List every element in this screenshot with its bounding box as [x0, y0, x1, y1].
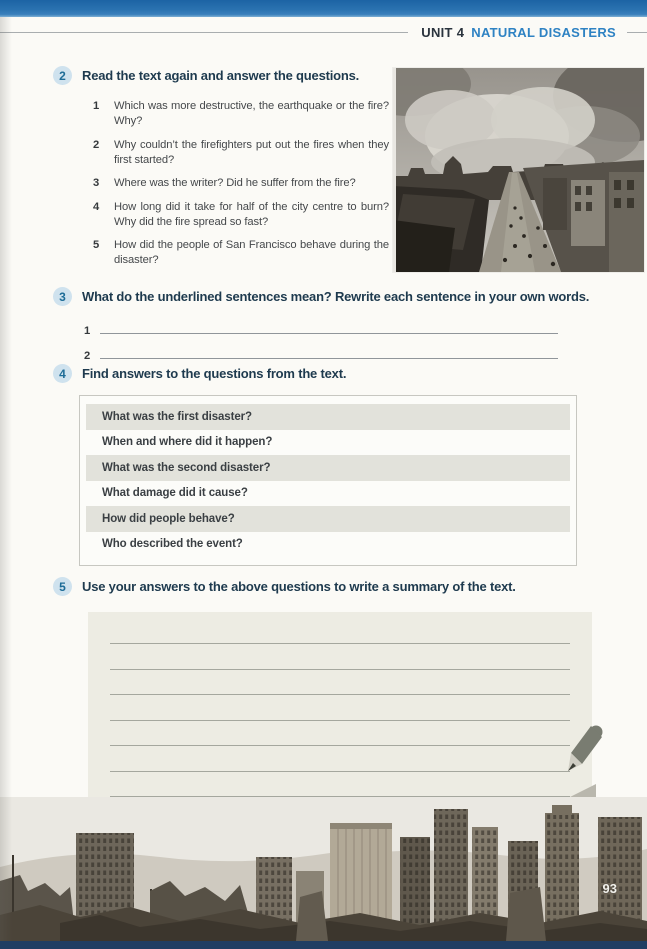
ruled-line	[110, 670, 570, 696]
exercise-5-heading	[53, 577, 647, 596]
unit-header	[0, 24, 647, 40]
rewrite-item	[84, 312, 558, 337]
exercise-number-badge: 3	[53, 287, 72, 306]
ruled-line	[110, 746, 570, 772]
ruled-line	[110, 644, 570, 670]
table-row: When and where did it happen?	[102, 436, 273, 449]
question-item	[93, 238, 389, 268]
question-table	[79, 395, 577, 566]
exercise-title: What do the underlined sentences mean? Rewrite each sentence in your own words.	[82, 289, 590, 304]
exercise-4-section	[0, 364, 647, 566]
question-number: 1	[93, 100, 100, 112]
exercise-number-badge: 2	[53, 66, 72, 85]
question-item	[93, 200, 389, 230]
exercise-4-heading	[53, 364, 647, 383]
writing-box	[88, 612, 592, 799]
table-row: What was the second disaster?	[86, 455, 570, 481]
question-number: 4	[93, 200, 100, 213]
exercise-title: Find answers to the questions from the text.	[82, 366, 347, 381]
exercise-title: Use your answers to the above questions to write a summary of the text.	[82, 579, 516, 594]
rewrite-item	[84, 337, 558, 362]
question-text: Why couldn’t the firefighters put out the fires when they first started?	[114, 138, 389, 166]
pencil-icon	[568, 724, 606, 774]
exercise-3-heading	[53, 287, 647, 306]
exercise-number-badge: 5	[53, 577, 72, 596]
table-row: What was the first disaster?	[86, 404, 570, 430]
unit-title: NATURAL DISASTERS	[471, 24, 616, 40]
san-francisco-ruins-panorama-photo	[0, 797, 647, 941]
question-item	[93, 138, 389, 168]
ruled-line	[110, 695, 570, 721]
header-rule-left	[0, 32, 408, 33]
top-blue-bar	[0, 0, 647, 17]
table-row: How did people behave?	[86, 506, 570, 532]
table-row: What damage did it cause?	[102, 487, 248, 500]
question-item	[93, 99, 389, 129]
ruled-line	[110, 772, 570, 798]
answer-line	[100, 333, 558, 334]
question-text: Where was the writer? Did he suffer from the fire?	[114, 177, 356, 189]
question-text: How did the people of San Francisco behave during the disaster?	[114, 239, 389, 266]
rewrite-list	[0, 312, 647, 362]
header-rule-right	[627, 32, 647, 33]
bottom-navy-bar	[0, 941, 647, 949]
question-item	[93, 176, 389, 191]
question-text: How long did it take for half of the city centre to burn? Why did the fire spread so fast?	[114, 200, 389, 228]
exercise-2-section	[0, 66, 647, 277]
item-number: 1	[84, 325, 91, 337]
question-list	[93, 99, 389, 268]
ruled-line	[110, 612, 570, 644]
exercise-number-badge: 4	[53, 364, 72, 383]
san-francisco-fire-photo	[393, 68, 644, 272]
unit-label: UNIT 4	[421, 24, 465, 40]
answer-line	[100, 358, 558, 359]
question-number: 2	[93, 138, 100, 151]
ruled-line	[110, 721, 570, 747]
question-text: Which was more destructive, the earthquake or the fire? Why?	[114, 100, 389, 127]
question-number: 5	[93, 239, 100, 251]
question-number: 3	[93, 177, 100, 189]
table-row: Who described the event?	[102, 538, 243, 551]
item-number: 2	[84, 350, 91, 362]
exercise-5-section	[0, 577, 647, 799]
exercise-3-section	[0, 287, 647, 362]
exercise-title: Read the text again and answer the questions.	[82, 68, 360, 83]
page-number: 93	[602, 881, 617, 896]
